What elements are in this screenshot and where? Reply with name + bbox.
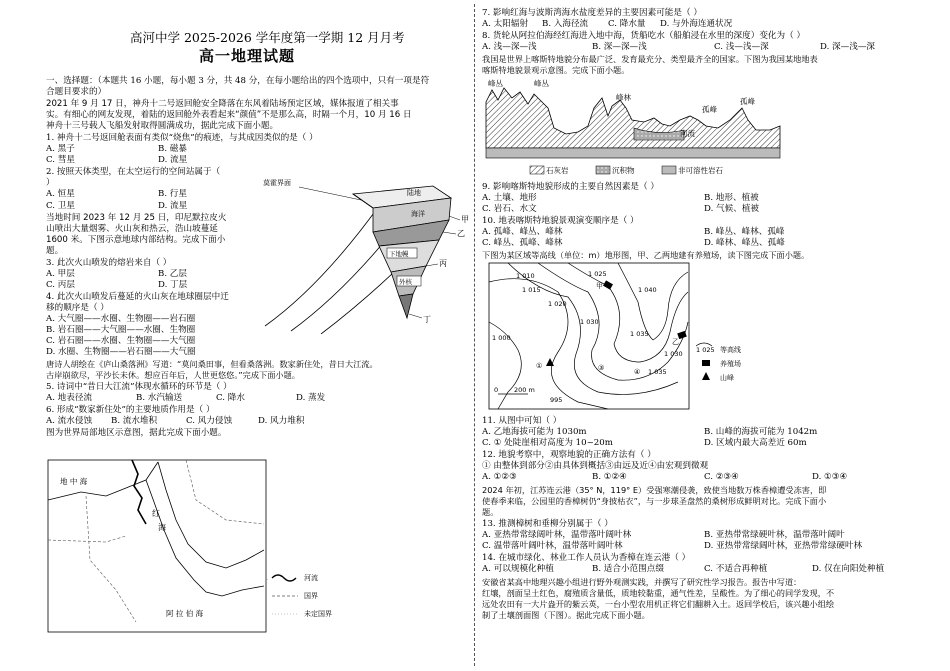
region-map-figure — [46, 440, 268, 635]
option: D. 气候、植被 — [704, 204, 760, 214]
option: B. 山峰的海拔可能为 1042m — [704, 427, 818, 437]
question-4-line2: 移的顺序是（ ） — [46, 303, 109, 313]
label-gufeng-2: 孤峰 — [740, 97, 755, 106]
question-11: 11. 从图中可知（ ） — [482, 416, 562, 426]
scale-200: 200 m — [514, 386, 535, 394]
passage-line: 制了土壤剖面图（下图）。据此完成下面小题。 — [482, 610, 650, 620]
option: C. 浅—浅—深 — [714, 42, 769, 52]
subject-title: 高一地理试题 — [199, 47, 296, 65]
legend-peak-icon — [702, 372, 710, 380]
option: B. 亚热带常绿硬叶林，温带落叶阔叶 — [704, 530, 845, 540]
option: C. ① 处陡崖相对高度为 10~20m — [482, 438, 613, 448]
label-outer-core: 外核 — [399, 278, 412, 286]
option: A. 土壤、地形 — [482, 193, 537, 203]
passage-line: 当地时间 2023 年 12 月 25 日，印尼默拉皮火 — [46, 213, 227, 223]
leader-line — [426, 264, 438, 266]
leader-line — [409, 314, 422, 318]
legend-border: 国界 — [304, 592, 318, 600]
label-ocean: 海洋 — [411, 210, 425, 218]
question-14: 14. 在城市绿化、林业工作人员认为香樟在连云港（ ） — [482, 553, 691, 563]
passage-line: 题。 — [482, 507, 499, 517]
option: C. 彗星 — [46, 155, 75, 165]
legend-undetermined: 未定国界 — [304, 610, 332, 618]
option: A. 甲层 — [46, 269, 75, 279]
option: B. 行星 — [158, 189, 187, 199]
legend-sediment-icon — [596, 166, 610, 174]
section-intro: 一、选择题：（本题共 16 小题，每小题 3 分，共 48 分，在每小题给出的四个选项中，只有一项是符 — [46, 76, 430, 86]
option: C. 岩石、水文 — [482, 204, 537, 214]
leader-line — [299, 187, 361, 200]
contour-label: 1 010 — [516, 272, 535, 280]
passage-line: 古岸崩欲尽，平沙长未休。想应百年后，人世更悠悠。”完成下面小题。 — [46, 370, 300, 380]
question-9: 9. 影响喀斯特地貌形成的主要自然因素是（ ） — [482, 182, 659, 192]
contour-label: 1 020 — [548, 300, 567, 308]
label-fengcong-1: 峰丛 — [488, 79, 503, 88]
question-5: 5. 诗词中“昔日大江流”体现水循环的环节是（ ） — [46, 382, 232, 392]
label-fenglin: 峰林 — [616, 93, 631, 102]
contour-label: 1 025 — [588, 270, 607, 278]
option: A. 黑子 — [46, 144, 75, 154]
left-column — [46, 0, 470, 671]
option: C. 峰丛、孤峰、峰林 — [482, 238, 563, 248]
option: B. 峰丛、峰林、孤峰 — [704, 227, 785, 237]
option: D. 深—浅—深 — [820, 42, 876, 52]
legend-insoluble-icon — [662, 166, 676, 174]
passage-line: 安徽省某高中地理兴趣小组进行野外观测实践，并撰写了研究性学习报告。报告中写道： — [482, 577, 802, 587]
marker-1: ① — [536, 362, 543, 370]
question-8: 8. 货轮从阿拉伯海经红海进入地中海，货船吃水（船舶浸在水里的深度）变化为（ ） — [482, 31, 806, 41]
legend-farm: 养殖场 — [720, 360, 741, 368]
question-6: 6. 形成“数家新住处”的主要地质作用是（ ） — [46, 405, 215, 415]
option: D. 亚热带常绿阔叶林，亚热带常绿硬叶林 — [704, 541, 863, 551]
earth-structure-figure — [261, 176, 471, 334]
passage-line: 喀斯特地貌景观示意图。完成下面小题。 — [482, 65, 630, 75]
label-yi: 乙 — [457, 229, 465, 238]
option: A. 太阳辐射 — [482, 19, 529, 29]
contour-label: 1 015 — [522, 286, 541, 294]
passage-line: 1600 米。下图示意地球内部结构。完成下面小 — [46, 235, 226, 245]
passage-line: 唐诗人胡绘在《庐山桑落洲》写道：“莫问桑田事，但看桑落洲。数家新住处，昔日大江流。 — [46, 359, 378, 369]
right-column — [482, 0, 912, 671]
contour-label: 995 — [550, 396, 563, 404]
legend-contour-value: 1 025 — [696, 346, 715, 354]
option: A. 流水侵蚀 — [46, 416, 93, 426]
leader-line — [449, 216, 460, 220]
option: B. 乙层 — [158, 269, 187, 279]
option: D. 与外海连通状况 — [660, 19, 733, 29]
passage-line: 神舟十三号载人飞船发射取得圆满成功，据此完成下面小题。 — [46, 121, 279, 131]
option: D. 区域内最大高差近 60m — [704, 438, 807, 448]
option: B. 入海径流 — [542, 19, 589, 29]
contour-map-figure — [488, 262, 778, 412]
contour-label: 1 030 — [580, 318, 599, 326]
option: A. 恒星 — [46, 189, 75, 199]
label-mediterranean: 地 中 海 — [60, 477, 88, 486]
contour-label: 1 040 — [638, 286, 657, 294]
scale-zero: 0 — [494, 386, 499, 394]
question-4: 4. 此次火山喷发后蔓延的火山灰在地球圈层中迁 — [46, 292, 229, 302]
insoluble-rock — [486, 148, 780, 158]
section-intro-2: 合题目要求的） — [46, 87, 107, 97]
option: C. 降水 — [216, 393, 245, 403]
legend-river-icon — [272, 575, 296, 581]
option: C. 卫星 — [46, 201, 75, 211]
legend-contour: 等高线 — [720, 346, 741, 354]
limestone-layer — [486, 88, 780, 148]
option: C. ②③④ — [704, 472, 739, 482]
question-1: 1. 神舟十二号返回舱表面有类似“烧焦”的痕迹，与其成因类似的是（ ） — [46, 133, 318, 143]
passage-line: 图为世界局部地区示意图，据此完成下面小题。 — [46, 428, 227, 438]
option: C. 岩石圈——水圈、生物圈——大气圈 — [46, 336, 196, 346]
label-gufeng-1: 孤峰 — [702, 105, 717, 114]
passage-line: 题。 — [46, 246, 64, 256]
question-10: 10. 地表喀斯特地貌景观演变顺序是（ ） — [482, 216, 639, 226]
contour-label: 1 030 — [664, 350, 683, 358]
marker-3: ③ — [598, 364, 605, 372]
option: D. 水圈、生物圈——岩石圈——大气圈 — [46, 347, 196, 357]
passage-line: 我国是世界上喀斯特地貌分布最广泛、发育最充分、类型最齐全的国家。下图为我国某地地表 — [482, 54, 818, 64]
option: D. 风力堆积 — [258, 416, 305, 426]
label-arabian-sea: 阿 拉 伯 海 — [166, 609, 204, 618]
passage-line: 使春季来临，公园里的香樟树仍“身披枯衣”，与一步球圣盘然的桑树形成鲜明对比。完成下面小 — [482, 496, 827, 506]
option: C. 温带落叶阔叶林，温带落叶阔叶林 — [482, 541, 623, 551]
school-title: 高河中学 2025-2026 学年度第一学期 12 月月考 — [130, 30, 405, 45]
option: B. 地形、植被 — [704, 193, 759, 203]
option: B. 岩石圈——大气圈——水圈、生物圈 — [46, 325, 196, 335]
option: A. ①②③ — [482, 472, 517, 482]
option: A. 浅—深—浅 — [482, 42, 537, 52]
option: A. 地表径流 — [46, 393, 93, 403]
option: A. 可以规模化种植 — [482, 564, 554, 574]
option: A. 乙地海拔可能为 1030m — [482, 427, 587, 437]
option: D. ①③④ — [812, 472, 848, 482]
legend-insoluble: 非可溶性岩石 — [678, 166, 723, 175]
label-river: 河流 — [680, 129, 695, 138]
label-red-2: 海 — [158, 523, 166, 532]
passage-line: 远处农田有一大片盎开的紫云英，一台小型农用机正将它们翻耕入土。返回学校后，该兴趣小组绘 — [482, 599, 835, 609]
label-jia: 甲 — [461, 215, 469, 224]
question-12: 12. 地貌考察中，观察地貌的正确方法有（ ） — [482, 450, 656, 460]
option: D. 蒸发 — [296, 393, 326, 403]
contour-label: 1 035 — [648, 368, 667, 376]
label-bing: 丙 — [439, 259, 447, 268]
option: D. 流星 — [158, 201, 188, 211]
passage-line: 红壤，剖面呈土红色，腐殖质含量低，质地较黏重，通气性差，呈酸性。为了细心的同学发现，不 — [482, 588, 835, 598]
label-jia: 甲 — [596, 282, 603, 290]
contour-label: 1 000 — [492, 334, 511, 342]
label-moho: 莫霍界面 — [263, 179, 291, 187]
column-divider — [474, 4, 475, 666]
option: B. 磁暴 — [158, 144, 187, 154]
passage-line: 2024 年初，江苏连云港（35° N，119° E）受强寒潮侵袭，致使当地数万株香樟遭受冻害，即 — [482, 485, 827, 495]
option: D. 峰林、峰丛、孤峰 — [704, 238, 785, 248]
legend-peak: 山峰 — [720, 374, 734, 382]
legend-river: 河流 — [304, 574, 318, 582]
passage-line: 2021 年 9 月 17 日，神舟十二号返回舱安全降落在东风着陆场预定区域，媒体报道了相关事 — [46, 99, 399, 109]
question-2-bracket: ） — [46, 178, 55, 188]
legend-limestone-icon — [530, 166, 544, 174]
label-fengcong-2: 峰丛 — [534, 79, 549, 88]
marker-4: ④ — [634, 368, 641, 376]
question-13: 13. 推测樟树和垂柳分别属于（ ） — [482, 519, 613, 529]
legend-limestone: 石灰岩 — [546, 166, 569, 175]
option: B. ①②④ — [592, 472, 627, 482]
option: B. 水汽输送 — [136, 393, 183, 403]
leader-line — [443, 232, 456, 234]
contour-label: 1 035 — [630, 330, 649, 338]
option: C. 不适合再种植 — [704, 564, 768, 574]
question-7: 7. 影响红海与波斯湾海水盐度差异的主要因素可能是（ ） — [482, 8, 702, 18]
option: B. 深—深—浅 — [592, 42, 647, 52]
option: C. 丙层 — [46, 280, 75, 290]
label-lower-mantle: 下地幔 — [389, 250, 409, 258]
label-ding: 丁 — [423, 315, 431, 324]
karst-figure — [484, 78, 784, 176]
option: D. 仅在向阳处种植 — [812, 564, 885, 574]
option: D. 丁层 — [158, 280, 188, 290]
passage-line: 实。有细心的网友发现，着陆的返回舱外表看起来“颜值”不是那么高，时隔一个月，10 月 16 日 — [46, 110, 412, 120]
map-legend — [270, 568, 380, 624]
label-red-1: 红 — [152, 509, 160, 518]
legend-farm-icon — [702, 360, 710, 366]
option: B. 流水堆积 — [111, 416, 158, 426]
legend-sediment: 沉积物 — [612, 166, 635, 175]
option: B. 适合小范围点缀 — [592, 564, 664, 574]
label-land: 陆地 — [407, 189, 421, 197]
passage-line: 下图为某区域等高线（单位：m）地形图，甲、乙两地建有养殖场，读下图完成下面小题。 — [482, 250, 810, 260]
option: A. 孤峰、峰丛、峰林 — [482, 227, 563, 237]
arc-line — [265, 206, 379, 326]
question-2: 2. 按照天体类型，在太空运行的空间站属于（ — [46, 167, 221, 177]
option: C. 降水量 — [608, 19, 646, 29]
option: A. 大气圈——水圈、生物圈——岩石圈 — [46, 314, 196, 324]
question-12-items: ① 由整体到部分②由具体到概括③由远及近④由宏观到微观 — [482, 461, 709, 471]
option: C. 风力侵蚀 — [186, 416, 233, 426]
passage-line: 山喷出大量烟雾、火山灰和热云，浩山坡蔓延 — [46, 224, 218, 234]
option: D. 流星 — [158, 155, 188, 165]
option: A. 亚热带常绿阔叶林，温带落叶阔叶林 — [482, 530, 632, 540]
question-3: 3. 此次火山喷发的熔岩来自（ ） — [46, 258, 172, 268]
label-yi: 乙 — [672, 338, 679, 346]
